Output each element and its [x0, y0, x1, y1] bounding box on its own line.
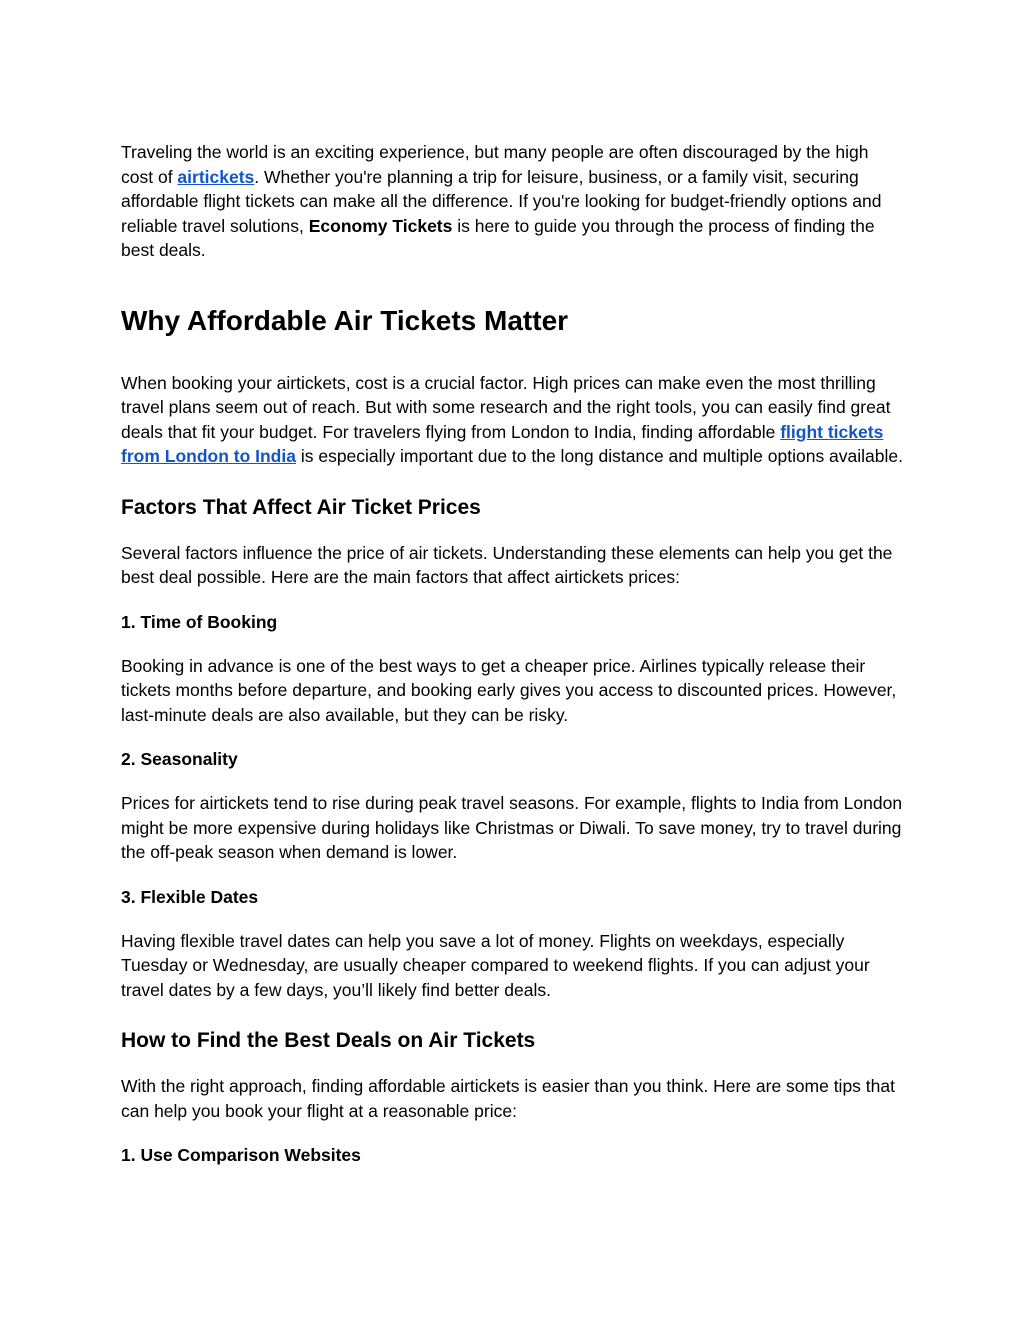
factor-body-2: Prices for airtickets tend to rise during peak travel seasons. For example, flights to India from London might be more expensive during holidays like Christmas or Diwali. To save money, try to travel during the off-peak season when demand is lower. [121, 793, 903, 862]
factor-title-2: 2. Seasonality [121, 749, 238, 769]
intro-paragraph [121, 140, 903, 263]
deals-heading: How to Find the Best Deals on Air Tickets [121, 1029, 536, 1052]
deal-title-1: 1. Use Comparison Websites [121, 1145, 361, 1165]
factor-body-1: Booking in advance is one of the best ways to get a cheaper price. Airlines typically release their tickets months before departure, and booking early gives you access to discounted prices. However, last-minute deals are also available, but they can be risky. [121, 655, 897, 725]
why-text-1: When booking your airtickets, cost is a crucial factor. High prices can make even the most thrilling travel plans seem out of reach. But with some research and the right tools, you can easily find great deals that fit your budget. For travelers flying from London to India, finding affordable [121, 372, 891, 442]
factors-heading: Factors That Affect Air Ticket Prices [121, 495, 481, 519]
deals-intro: With the right approach, finding affordable airtickets is easier than you think. Here are some tips that can help you book your flight at a reasonable price: [121, 1076, 895, 1121]
london-india-link[interactable]: flight tickets from London to India [121, 421, 884, 466]
intro-text-3: is here to guide you through the process of finding the best deals. [121, 215, 875, 260]
economy-tickets-bold: Economy Tickets [308, 215, 453, 236]
factors-intro: Several factors influence the price of air tickets. Understanding these elements can help you get the best deal possible. Here are the main factors that affect airtickets prices: [121, 542, 893, 587]
factor-title-3: 3. Flexible Dates [121, 886, 259, 907]
intro-text-2: . Whether you're planning a trip for leisure, business, or a family visit, securing affordable flight tickets can make all the difference. If you're looking for budget-friendly options and reliable travel solutions, [121, 166, 882, 236]
factor-body-3: Having flexible travel dates can help you save a lot of money. Flights on weekdays, especially Tuesday or Wednesday, are usually cheaper compared to weekend flights. If you can adjust your travel dates by a few days, you’ll likely find better deals. [121, 930, 870, 1000]
main-heading: Why Affordable Air Tickets Matter [121, 304, 569, 336]
why-paragraph [121, 371, 903, 469]
airtickets-link[interactable]: airtickets [177, 166, 255, 187]
intro-text-1: Traveling the world is an exciting experience, but many people are often discouraged by the high cost of [121, 142, 869, 187]
why-text-2: is especially important due to the long distance and multiple options available. [295, 446, 903, 466]
factor-title-1: 1. Time of Booking [121, 611, 278, 632]
